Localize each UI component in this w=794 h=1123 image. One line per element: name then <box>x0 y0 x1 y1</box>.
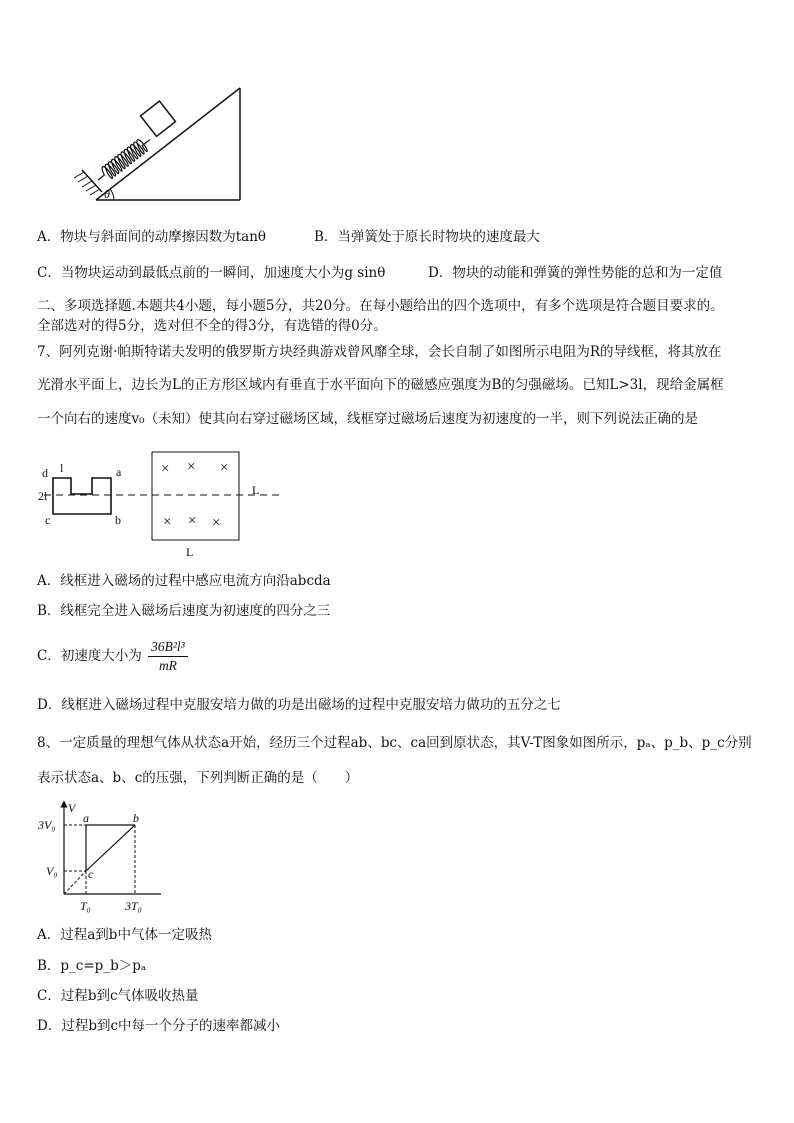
process-bc <box>86 825 135 871</box>
tick-label-3t0: 3T₀ <box>125 899 142 913</box>
frame-label-d: d <box>42 466 48 480</box>
frame-label-b: b <box>115 513 121 527</box>
field-cross: × <box>161 461 170 477</box>
q8-option-a: A．过程a到b中气体一定吸热 <box>37 927 212 943</box>
frame-label-l: l <box>60 461 64 475</box>
q6-option-d: D．物块的动能和弹簧的弹性势能的总和为一定值 <box>428 265 723 281</box>
incline-hypotenuse <box>96 88 240 200</box>
field-cross: × <box>163 514 172 530</box>
block <box>141 101 176 136</box>
initial-speed-fraction <box>148 638 188 675</box>
field-cross: × <box>212 515 221 531</box>
tick-label-v0: V₀ <box>46 864 58 878</box>
field-label-L-right: L <box>252 483 260 497</box>
fraction-numerator: 36B²l³ <box>148 638 188 657</box>
tick-label-t0: T₀ <box>80 899 91 913</box>
section-2-instructions-line2: 全部选对的得5分，选对但不全的得3分，有选错的得0分。 <box>37 318 387 334</box>
q6-option-a: A．物块与斜面间的动摩擦因数为tanθ <box>37 229 267 245</box>
field-label-L-bottom: L <box>186 545 194 559</box>
q7-option-c-prefix: C．初速度大小为 <box>37 648 142 664</box>
guide-origin-c <box>64 871 86 894</box>
q7-option-b: B．线框完全进入磁场后速度为初速度的四分之三 <box>37 603 331 619</box>
q7-stem-line3: 一个向右的速度v₀（未知）使其向右穿过磁场区域，线框穿过磁场后速度为初速度的一半，则下列说法正确的是 <box>37 411 699 427</box>
point-label-c: c <box>88 867 94 881</box>
q6-option-c: C．当物块运动到最低点前的一瞬间，加速度大小为g sinθ <box>37 265 386 281</box>
wire-frame <box>53 478 111 514</box>
angle-arc <box>110 189 114 200</box>
v-t-graph <box>36 800 166 915</box>
frame-label-c: c <box>45 513 51 527</box>
field-cross: × <box>188 513 197 529</box>
wire-frame-magnetic-field-figure <box>36 446 286 560</box>
frame-label-2l: 2l <box>38 489 48 503</box>
tick-label-3v0: 3V₀ <box>38 818 56 832</box>
point-label-b: b <box>133 811 139 825</box>
q8-option-b: B．p_c=p_b＞pₐ <box>37 958 147 974</box>
q7-stem-line1: 7、阿列克谢·帕斯特诺夫发明的俄罗斯方块经典游戏曾风靡全球，会长自制了如图所示电阻为R的导线框，将其放在 <box>37 344 722 360</box>
angle-label: θ <box>104 187 110 201</box>
q7-option-d: D．线框进入磁场过程中克服安培力做的功是出磁场的过程中克服安培力做功的五分之七 <box>37 697 561 713</box>
field-cross: × <box>187 459 196 475</box>
frame-label-a: a <box>116 465 122 479</box>
point-label-a: a <box>83 811 89 825</box>
section-2-instructions-line1: 二、多项选择题.本题共4小题，每小题5分，共20分。在每小题给出的四个选项中，有多个选项是符合题目要求的。 <box>37 298 724 314</box>
q7-stem-line2: 光滑水平面上，边长为L的正方形区域内有垂直于水平面向下的磁感应强度为B的匀强磁场。已知L>3l，现给金属框 <box>37 377 724 393</box>
q7-option-c <box>37 638 188 675</box>
q8-option-c: C．过程b到c气体吸收热量 <box>37 988 199 1004</box>
fraction-denominator: mR <box>158 658 177 673</box>
axis-label-v: V <box>68 801 76 815</box>
incline-spring-figure <box>40 84 250 206</box>
q8-stem-line2: 表示状态a、b、c的压强，下列判断正确的是（ ） <box>37 770 359 786</box>
q7-option-a: A．线框进入磁场的过程中感应电流方向沿abcda <box>37 573 331 589</box>
field-cross: × <box>220 460 229 476</box>
q6-option-b: B．当弹簧处于原长时物块的速度最大 <box>314 229 540 245</box>
q8-option-d: D．过程b到c中每一个分子的速率都减小 <box>37 1018 281 1034</box>
q8-stem-line1: 8、一定质量的理想气体从状态a开始，经历三个过程ab、bc、ca回到原状态，其V-T图象如图所示，pₐ、p_b、p_c分别 <box>37 735 752 751</box>
